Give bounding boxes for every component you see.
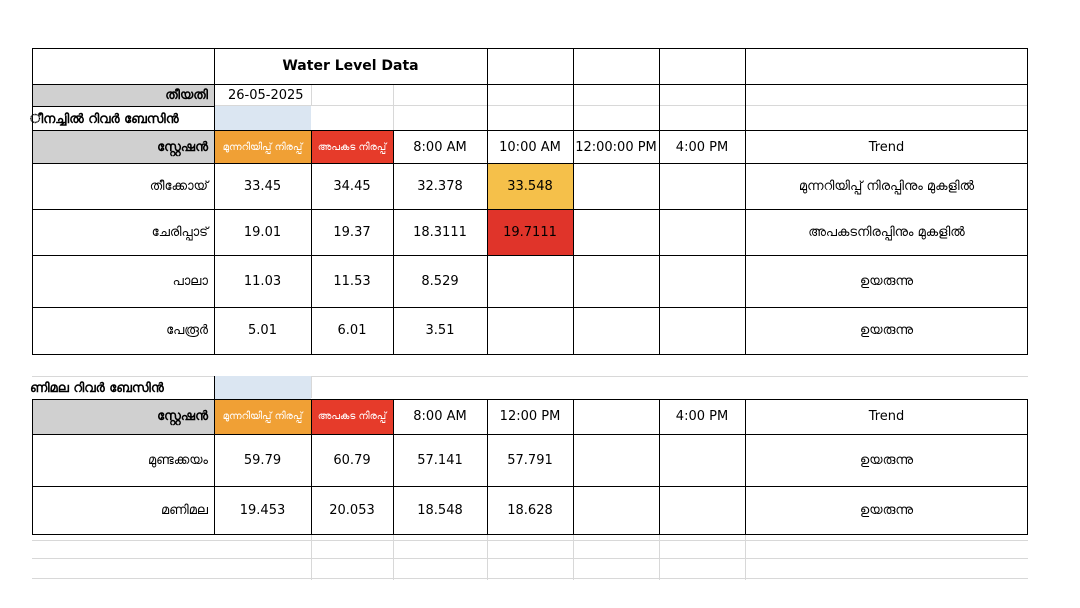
border-line	[32, 434, 1028, 435]
border-line	[745, 48, 746, 355]
grid-line	[214, 105, 1028, 106]
header-time-2: 10:00 AM	[499, 139, 561, 155]
header-time-1: 8:00 AM	[413, 409, 467, 424]
grid-line	[311, 534, 312, 580]
border-line	[32, 48, 33, 355]
border-line	[32, 84, 1028, 85]
reading-8am: 3.51	[425, 323, 455, 338]
border-line	[32, 399, 1028, 400]
station-name: പാലാ	[172, 273, 208, 289]
border-line	[659, 399, 660, 535]
reading-12pm: 18.628	[507, 502, 553, 518]
border-line	[32, 399, 33, 535]
danger-level-value: 20.053	[329, 502, 375, 518]
basin-2-name: ണിമല റിവർ ബേസിൻ	[30, 380, 164, 396]
header-time-3	[573, 399, 659, 434]
trend-value: ഉയരുന്നു	[859, 323, 914, 338]
border-line	[311, 130, 312, 355]
danger-level-value: 34.45	[333, 178, 371, 194]
grid-line	[659, 534, 660, 580]
reading-4pm	[659, 209, 745, 255]
reading-8am: 18.3111	[413, 224, 467, 240]
warning-level-value: 19.453	[239, 502, 286, 518]
reading-4pm	[659, 434, 745, 486]
reading-12pm	[573, 307, 659, 354]
trend-value: അപകടനിരപ്പിനും മുകളിൽ	[808, 224, 965, 240]
border-line	[659, 48, 660, 355]
border-line	[311, 399, 312, 535]
reading-4pm	[659, 255, 745, 307]
border-line	[32, 106, 214, 107]
station-name: മുണ്ടക്കയം	[147, 452, 208, 468]
grid-line	[32, 558, 1028, 559]
border-line	[32, 209, 1028, 210]
danger-level-value: 19.37	[333, 224, 371, 240]
header-time-4: 4:00 PM	[675, 409, 729, 424]
border-line	[487, 399, 488, 535]
header-warning-level: മുന്നറിയിപ്പ് നിരപ്പ്	[214, 131, 311, 163]
border-line	[393, 130, 394, 355]
reading-4pm	[659, 486, 745, 534]
border-line	[32, 48, 1028, 49]
grid-line	[311, 84, 312, 106]
header-danger-level: അപകട നിരപ്പ്	[311, 131, 393, 163]
station-name: തീക്കോയ്	[149, 178, 208, 194]
border-line	[214, 48, 215, 355]
grid-line	[573, 534, 574, 580]
border-line	[1027, 48, 1028, 355]
trend-value: ഉയരുന്നു	[859, 273, 914, 289]
border-line	[32, 307, 1028, 308]
border-line	[32, 534, 1028, 535]
header-time-1: 8:00 AM	[413, 139, 467, 155]
reading-8am: 32.378	[417, 178, 463, 194]
border-line	[32, 130, 1028, 131]
reading-4pm	[659, 163, 745, 209]
reading-empty	[573, 486, 659, 534]
header-time-3: 12:00:00 PM	[575, 139, 657, 155]
reading-10am-above-danger: 19.7111	[487, 209, 573, 255]
reading-empty	[573, 434, 659, 486]
reading-12pm	[573, 163, 659, 209]
header-station: സ്റ്റേഷൻ	[32, 399, 214, 434]
warning-level-value: 11.03	[243, 273, 282, 289]
reading-8am: 18.548	[417, 502, 463, 518]
danger-level-value: 60.79	[333, 452, 371, 468]
border-line	[32, 354, 1028, 355]
border-line	[487, 48, 488, 355]
trend-value: ഉയരുന്നു	[859, 502, 914, 518]
border-line	[32, 255, 1028, 256]
border-line	[573, 48, 574, 355]
reading-12pm	[573, 209, 659, 255]
reading-12pm	[573, 255, 659, 307]
station-name: പേരൂർ	[166, 323, 208, 338]
grid-line	[487, 534, 488, 580]
trend-value: ഉയരുന്നു	[859, 452, 914, 468]
border-line	[214, 376, 215, 535]
reading-10am	[487, 255, 573, 307]
warning-level-value: 33.45	[243, 178, 282, 194]
header-time-4: 4:00 PM	[675, 139, 729, 155]
reading-10am	[487, 307, 573, 354]
grid-line	[32, 540, 1028, 541]
header-danger-level: അപകട നിരപ്പ്	[311, 399, 393, 434]
danger-level-value: 11.53	[333, 273, 371, 289]
grid-line	[745, 534, 746, 580]
header-station: സ്റ്റേഷൻ	[32, 131, 214, 163]
header-time-2: 12:00 PM	[499, 409, 561, 424]
reading-8am: 57.141	[417, 452, 463, 468]
grid-line	[393, 534, 394, 580]
border-line	[393, 399, 394, 535]
border-line	[32, 163, 1028, 164]
border-line	[32, 486, 1028, 487]
basin-2-fill	[214, 376, 311, 399]
date-value[interactable]: 26-05-2025	[228, 87, 304, 103]
header-trend: Trend	[868, 409, 905, 424]
header-trend: Trend	[868, 139, 905, 155]
warning-level-value: 59.79	[243, 452, 282, 468]
header-warning-level: മുന്നറിയിപ്പ് നിരപ്പ്	[214, 399, 311, 434]
danger-level-value: 6.01	[337, 323, 367, 338]
grid-line	[393, 84, 394, 132]
border-line	[573, 399, 574, 535]
border-line	[745, 399, 746, 535]
warning-level-value: 19.01	[243, 224, 282, 240]
warning-level-value: 5.01	[248, 323, 277, 338]
reading-12pm: 57.791	[507, 452, 553, 468]
trend-value: മുന്നറിയിപ്പ് നിരപ്പിനും മുകളിൽ	[798, 178, 975, 194]
reading-10am-above-warning: 33.548	[487, 163, 573, 209]
station-name: ചേരിപ്പാട്	[151, 224, 208, 240]
basin-1-fill	[214, 106, 311, 130]
reading-8am: 8.529	[421, 273, 459, 289]
date-label: തീയതി	[32, 84, 214, 106]
border-line	[1027, 399, 1028, 535]
basin-1-name: ീനച്ചിൽ റിവർ ബേസിൻ	[30, 111, 179, 127]
grid-line	[32, 578, 1028, 579]
grid-line	[311, 376, 312, 398]
reading-4pm	[659, 307, 745, 354]
station-name: മണിമല	[161, 502, 208, 518]
sheet-title: Water Level Data	[282, 58, 419, 74]
